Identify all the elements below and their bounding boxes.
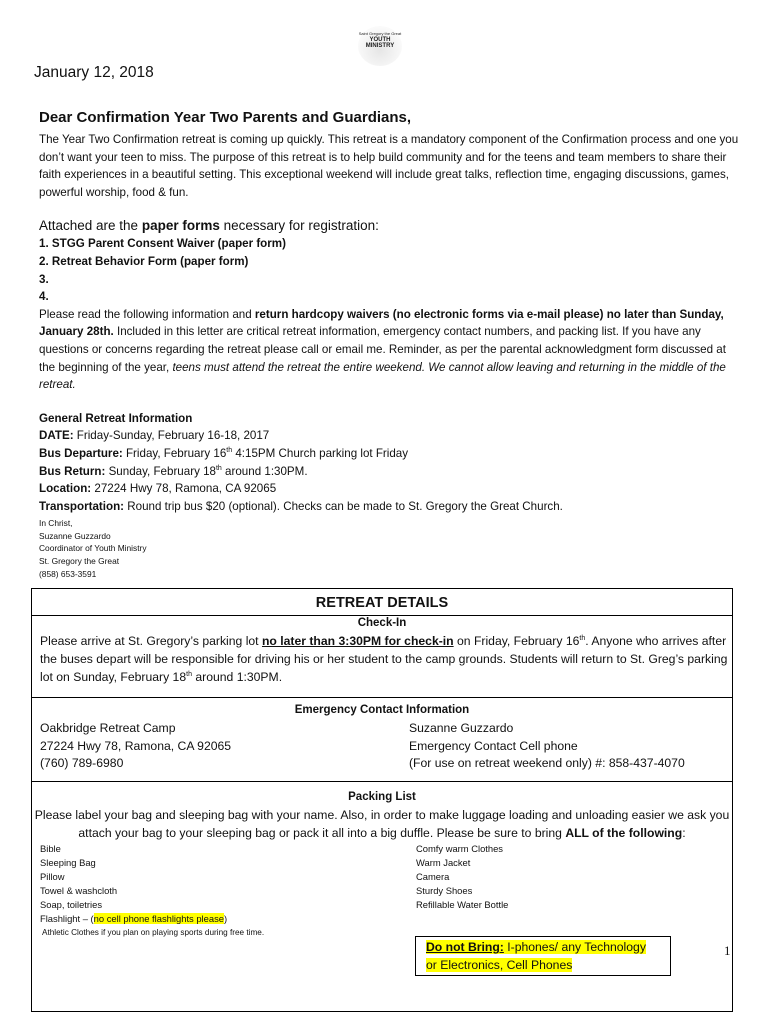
packing-item: Warm Jacket bbox=[416, 857, 471, 869]
packing-heading: Packing List bbox=[348, 791, 416, 803]
logo-line-1: Saint Gregory the Great bbox=[358, 31, 402, 36]
checkin-text-4: around 1:30PM. bbox=[191, 670, 283, 684]
general-date bbox=[39, 427, 739, 445]
packing-item: Pillow bbox=[40, 871, 65, 883]
instructions-attendance-note: teens must attend the retreat the entire weekend. We cannot allow leaving and returning in the middle of the retreat. bbox=[39, 360, 726, 392]
signature-line: (858) 653-3591 bbox=[39, 568, 97, 579]
do-not-bring-text-2: or Electronics, Cell Phones bbox=[426, 957, 573, 972]
packing-intro-end: : bbox=[682, 825, 686, 840]
location-label: Location: bbox=[39, 482, 92, 496]
checkin-text-2: on Friday, February 16 bbox=[453, 634, 580, 648]
return-label: Bus Return: bbox=[39, 464, 106, 478]
logo-line-3: MINISTRY bbox=[365, 43, 395, 49]
checkin-deadline: no later than 3:30PM for check-in bbox=[261, 634, 454, 648]
departure-sup: th bbox=[226, 447, 233, 455]
packing-item: Sturdy Shoes bbox=[416, 885, 473, 897]
coordinator-contact-line: Emergency Contact Cell phone bbox=[409, 738, 578, 753]
checkin-text-1: Please arrive at St. Gregory’s parking lot bbox=[40, 634, 262, 648]
packing-item: Sleeping Bag bbox=[40, 857, 96, 869]
packing-item: Camera bbox=[416, 871, 450, 883]
signature-line: Coordinator of Youth Ministry bbox=[39, 543, 147, 554]
checkin-paragraph bbox=[40, 632, 730, 686]
checkin-sup-2: th bbox=[186, 670, 192, 678]
packing-item: Refillable Water Bottle bbox=[416, 899, 509, 911]
retreat-details-title: RETREAT DETAILS bbox=[315, 595, 449, 611]
general-location bbox=[39, 480, 739, 498]
packing-item: Towel & washcloth bbox=[40, 885, 118, 897]
do-not-bring-line-2 bbox=[426, 957, 670, 975]
date-value: Friday-Sunday, February 16-18, 2017 bbox=[73, 429, 270, 443]
camp-contact-line: (760) 789-6980 bbox=[40, 756, 124, 771]
departure-post: 4:15PM Church parking lot Friday bbox=[232, 446, 409, 460]
date-label: DATE: bbox=[39, 429, 74, 443]
attached-bold: paper forms bbox=[141, 218, 220, 234]
do-not-bring-line-1 bbox=[426, 939, 670, 957]
do-not-bring-box bbox=[415, 936, 671, 976]
coordinator-contact-line: Suzanne Guzzardo bbox=[409, 721, 514, 735]
divider bbox=[32, 781, 732, 782]
youth-ministry-logo bbox=[358, 26, 402, 66]
instructions-paragraph bbox=[39, 306, 739, 394]
camp-contact-line: 27224 Hwy 78, Ramona, CA 92065 bbox=[40, 738, 232, 753]
signature-line: St. Gregory the Great bbox=[39, 556, 120, 567]
flashlight-end: ) bbox=[223, 913, 228, 925]
checkin-heading: Check-In bbox=[357, 617, 407, 629]
packing-item-flashlight bbox=[40, 912, 227, 926]
flashlight-text: Flashlight – ( bbox=[40, 913, 94, 925]
attached-post: necessary for registration: bbox=[219, 218, 379, 234]
page-number: 1 bbox=[724, 943, 731, 958]
athletic-note: Athletic Clothes if you plan on playing sports during free time. bbox=[42, 928, 265, 937]
packing-list-right bbox=[416, 842, 508, 912]
flashlight-highlight: no cell phone flashlights please bbox=[93, 913, 224, 925]
intro-paragraph: The Year Two Confirmation retreat is coming up quickly. This retreat is a mandatory component of the Confirmation process and one you don’t want your teen to miss. The purpose of this retreat is to help build community and for the teens and team members to share their faith experiences in a beautiful setting. This exceptional weekend will include great talks, reflection time, engaging discussions, games, powerful worship, food & fun. bbox=[39, 133, 739, 199]
emergency-heading: Emergency Contact Information bbox=[294, 704, 470, 716]
checkin-sup-1: th bbox=[579, 634, 586, 642]
packing-item: Comfy warm Clothes bbox=[416, 843, 503, 854]
coordinator-contact-line: (For use on retreat weekend only) #: 858-437-4070 bbox=[409, 756, 685, 771]
salutation: Dear Confirmation Year Two Parents and Guardians, bbox=[39, 109, 412, 126]
camp-contact-line: Oakbridge Retreat Camp bbox=[40, 721, 176, 735]
location-value: 27224 Hwy 78, Ramona, CA 92065 bbox=[91, 482, 277, 496]
return-sup: th bbox=[215, 464, 222, 472]
packing-intro bbox=[32, 807, 732, 842]
instructions-text-2: Included in this letter are critical retreat information, emergency contact numbers, and packing list. If you have any questions or concerns regarding the retreat please call or email me. Reminder, as per the parental acknowledgment form discussed at the beginning of the year, bbox=[39, 325, 726, 374]
general-departure bbox=[39, 445, 739, 463]
transport-value: Round trip bus $20 (optional). Checks can be made to St. Gregory the Great Church. bbox=[124, 499, 563, 513]
letter-body bbox=[39, 108, 739, 580]
do-not-bring-text-1: I-phones/ any Technology bbox=[503, 940, 646, 954]
letter-date: January 12, 2018 bbox=[34, 64, 154, 81]
general-info-heading: General Retreat Information bbox=[39, 411, 193, 425]
attached-pre: Attached are the bbox=[39, 218, 142, 234]
signature-line: In Christ, bbox=[39, 518, 73, 529]
form-item-4: 4. bbox=[39, 290, 49, 304]
departure-pre: Friday, February 16 bbox=[122, 446, 227, 460]
coordinator-contact bbox=[409, 720, 685, 773]
transport-label: Transportation: bbox=[39, 499, 125, 513]
packing-item: Bible bbox=[40, 843, 61, 854]
instructions-deadline: return hardcopy waivers (no electronic forms via e-mail please) no later than Sunday, January 28th. bbox=[39, 307, 724, 339]
packing-intro-bold: ALL of the following bbox=[565, 825, 683, 840]
signature-block bbox=[39, 517, 739, 580]
form-item-2: 2. Retreat Behavior Form (paper form) bbox=[39, 254, 249, 268]
attached-forms-line bbox=[39, 217, 739, 235]
divider bbox=[32, 697, 732, 698]
packing-item: Soap, toiletries bbox=[40, 899, 103, 911]
do-not-bring-label: Do not Bring: bbox=[426, 940, 504, 954]
retreat-details-box bbox=[31, 588, 733, 1012]
packing-list-left bbox=[40, 842, 227, 927]
return-post: around 1:30PM. bbox=[221, 464, 308, 478]
camp-contact bbox=[40, 720, 231, 773]
signature-line: Suzanne Guzzardo bbox=[39, 530, 111, 541]
general-transportation bbox=[39, 498, 739, 516]
packing-intro-text: Please label your bag and sleeping bag with your name. Also, in order to make luggage loading and unloading easier we ask you attach your bag to your sleeping bag or pack it all into a big duffle. Please be sure to bring bbox=[34, 808, 730, 840]
general-return bbox=[39, 463, 739, 481]
divider bbox=[32, 615, 732, 616]
form-item-1: 1. STGG Parent Consent Waiver (paper form) bbox=[39, 237, 286, 251]
departure-label: Bus Departure: bbox=[39, 446, 123, 460]
instructions-text-1: Please read the following information and bbox=[39, 307, 255, 321]
form-item-3: 3. bbox=[39, 272, 49, 286]
return-pre: Sunday, February 18 bbox=[105, 464, 216, 478]
logo-line-2: YOUTH bbox=[369, 37, 391, 43]
checkin-text-3: . Anyone who arrives after the buses depart will be responsible for driving his or her student to the camp grounds. Students will return to St. Greg’s parking lot on Sunday, February 18 bbox=[40, 634, 728, 684]
